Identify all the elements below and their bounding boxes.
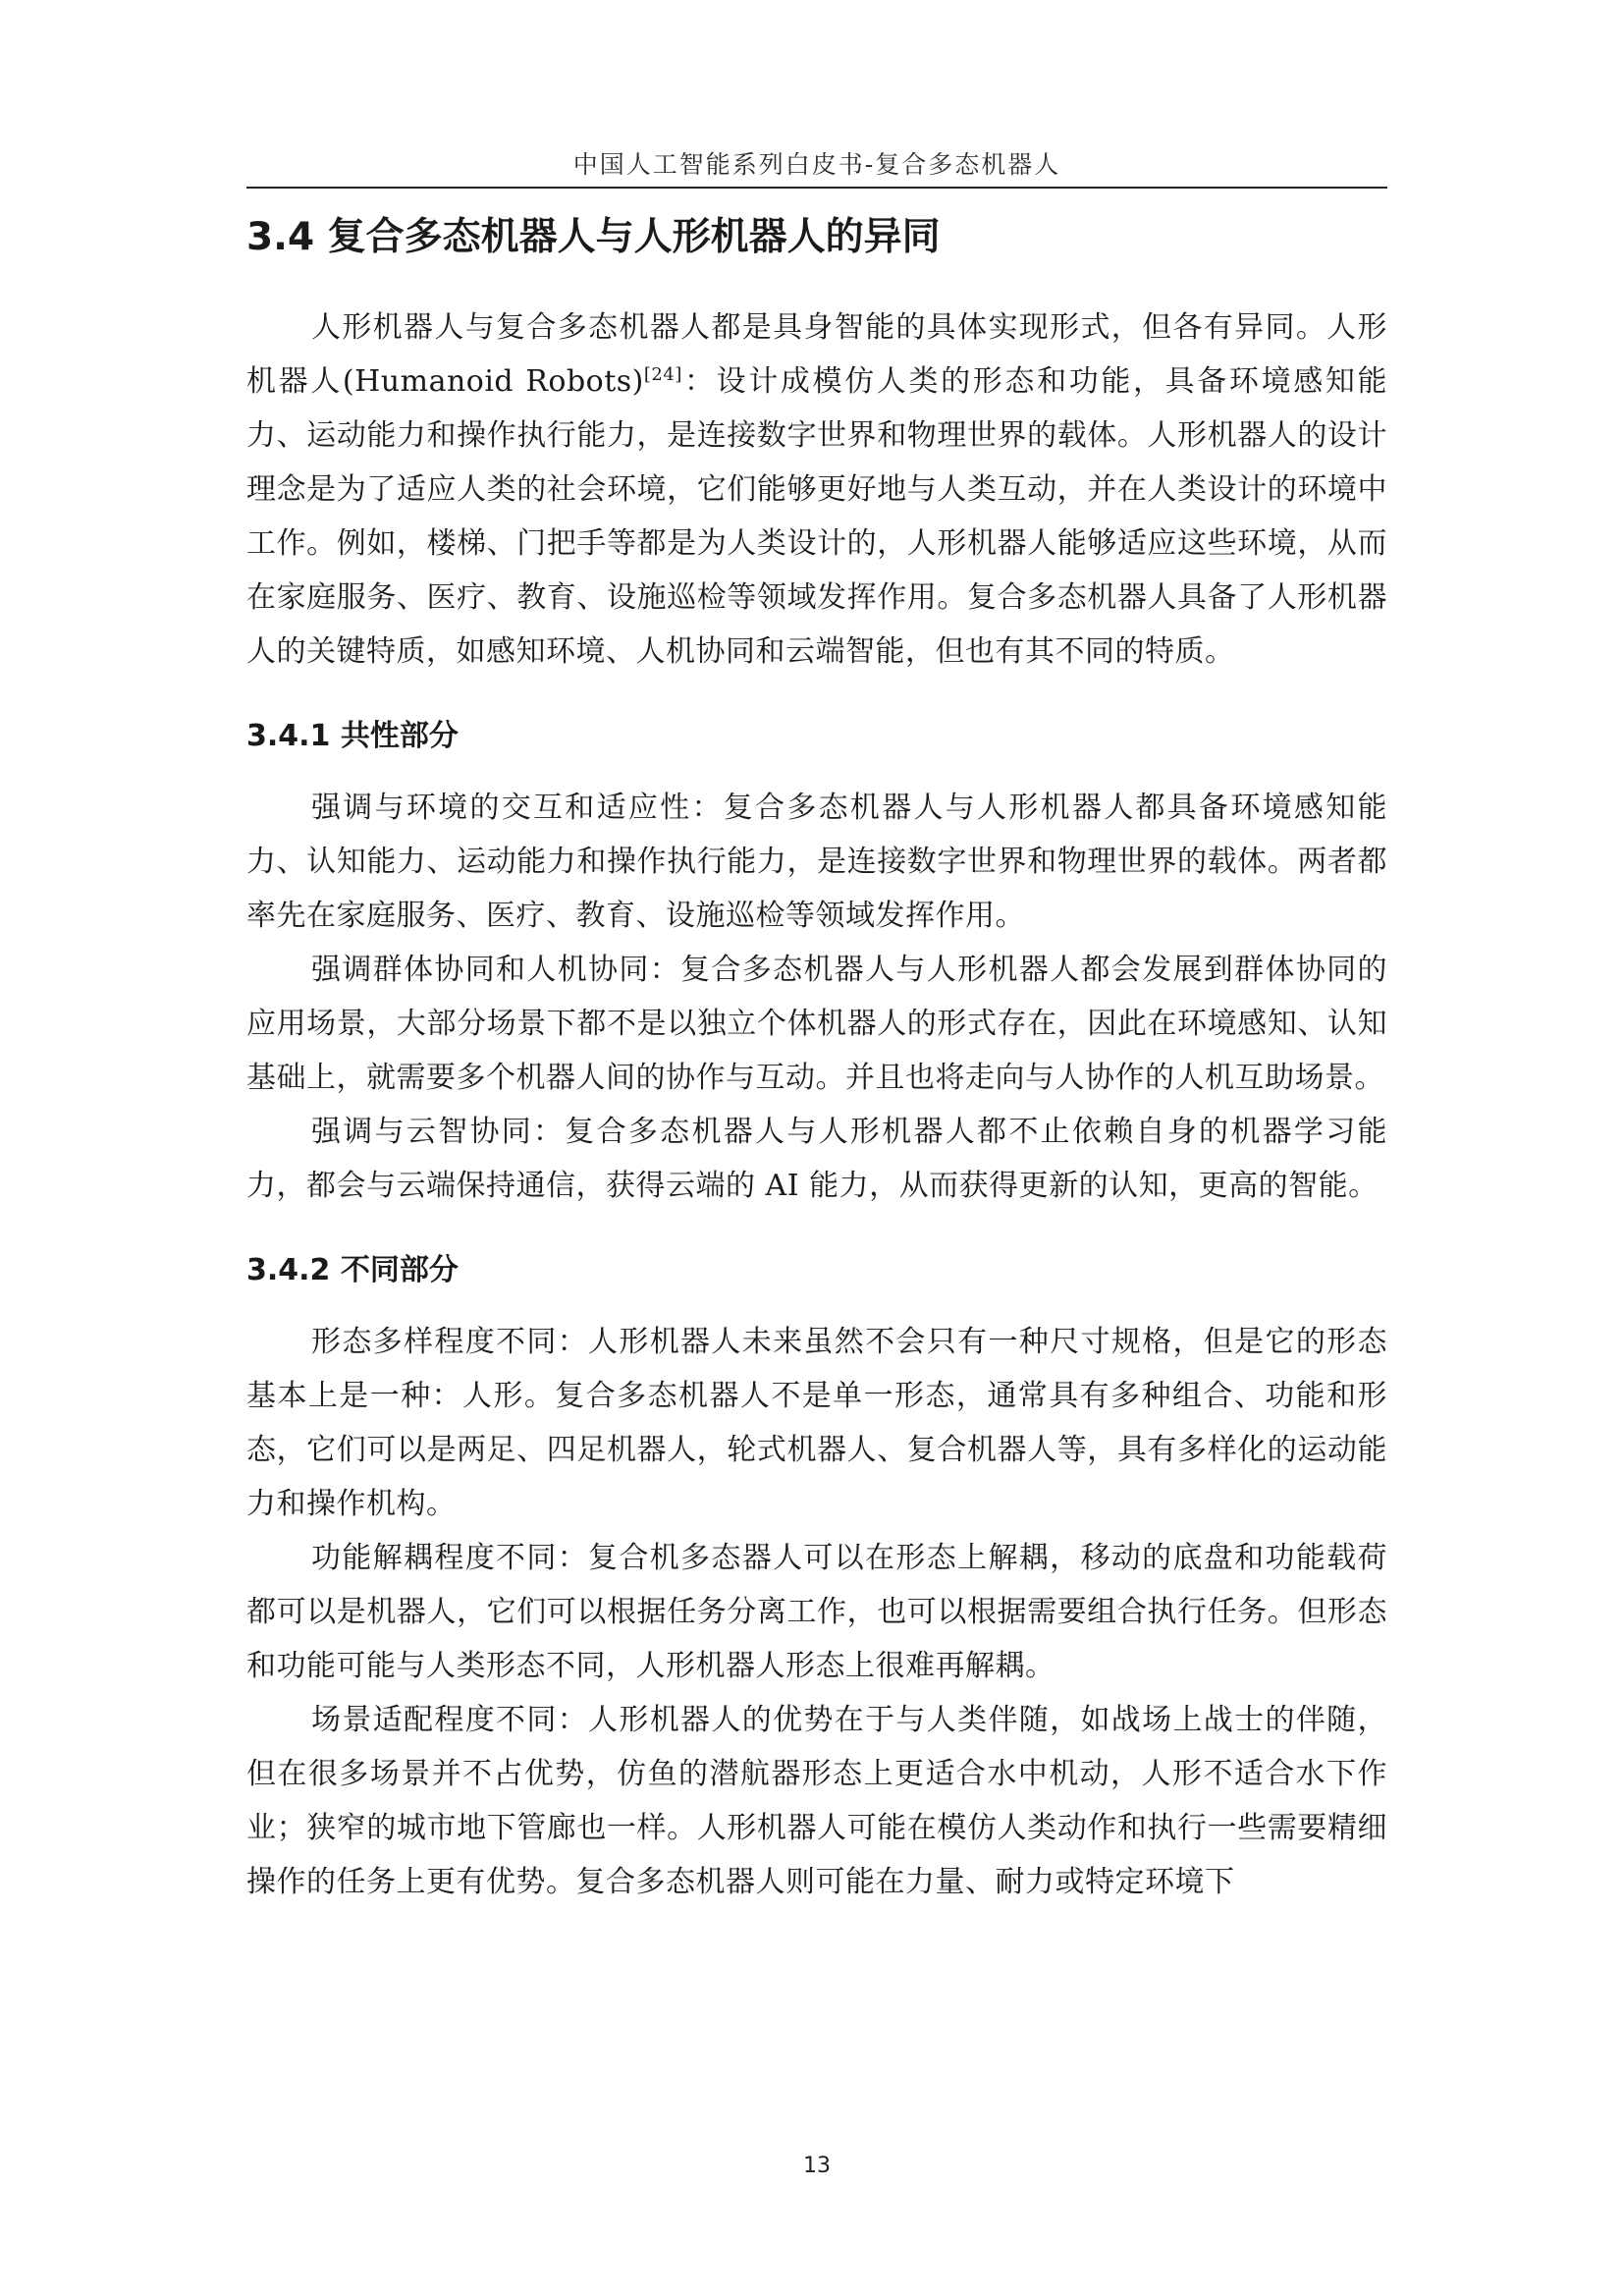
section-title: 3.4 复合多态机器人与人形机器人的异同	[246, 215, 941, 259]
citation-link[interactable]: [24]	[643, 364, 682, 385]
paragraph-cloud-collaboration: 强调与云智协同：复合多态机器人与人形机器人都不止依赖自身的机器学习能力，都会与云端保持通信，获得云端的 AI 能力，从而获得更新的认知，更高的智能。	[246, 1115, 1387, 1203]
header-divider	[246, 187, 1387, 189]
intro-text-part1: 人形机器人与复合多态机器人都是具身智能的具体实现形式，但各有异同。人形机器人(Humanoid Robots)	[246, 310, 1387, 399]
page-number: 13	[803, 2154, 831, 2178]
running-header: 中国人工智能系列白皮书-复合多态机器人	[572, 150, 1061, 179]
paragraph-form-diversity: 形态多样程度不同：人形机器人未来虽然不会只有一种尺寸规格，但是它的形态基本上是一种：人形。复合多态机器人不是单一形态，通常具有多种组合、功能和形态，它们可以是两足、四足机器人，轮式机器人、复合机器人等，具有多样化的运动能力和操作机构。	[246, 1325, 1387, 1521]
paragraph-environment-interaction: 强调与环境的交互和适应性：复合多态机器人与人形机器人都具备环境感知能力、认知能力、运动能力和操作执行能力，是连接数字世界和物理世界的载体。两者都率先在家庭服务、医疗、教育、设施巡检等领域发挥作用。	[246, 791, 1387, 933]
paragraph-group-collaboration: 强调群体协同和人机协同：复合多态机器人与人形机器人都会发展到群体协同的应用场景，大部分场景下都不是以独立个体机器人的形式存在，因此在环境感知、认知基础上，就需要多个机器人间的协作与互动。并且也将走向与人协作的人机互助场景。	[246, 953, 1387, 1095]
paragraph-scenario-adaptation: 场景适配程度不同：人形机器人的优势在于与人类伴随，如战场上战士的伴随，但在很多场景并不占优势，仿鱼的潜航器形态上更适合水中机动，人形不适合水下作业；狭窄的城市地下管廊也一样。人形机器人可能在模仿人类动作和执行一些需要精细操作的任务上更有优势。复合多态机器人则可能在力量、耐力或特定环境下	[246, 1703, 1387, 1899]
page-body	[246, 206, 1387, 1909]
subsection-title-differences: 3.4.2 不同部分	[246, 1253, 459, 1287]
intro-text-part2: ：设计成模仿人类的形态和功能，具备环境感知能力、运动能力和操作执行能力，是连接数字世界和物理世界的载体。人形机器人的设计理念是为了适应人类的社会环境，它们能够更好地与人类互动，并在人类设计的环境中工作。例如，楼梯、门把手等都是为人类设计的，人形机器人能够适应这些环境，从而在家庭服务、医疗、教育、设施巡检等领域发挥作用。复合多态机器人具备了人形机器人的关键特质，如感知环境、人机协同和云端智能，但也有其不同的特质。	[246, 364, 1388, 669]
paragraph-function-decoupling: 功能解耦程度不同：复合机多态器人可以在形态上解耦，移动的底盘和功能载荷都可以是机器人，它们可以根据任务分离工作，也可以根据需要组合执行任务。但形态和功能可能与人类形态不同，人形机器人形态上很难再解耦。	[246, 1541, 1387, 1683]
subsection-title-common: 3.4.1 共性部分	[246, 719, 459, 753]
intro-paragraph	[246, 301, 1387, 679]
